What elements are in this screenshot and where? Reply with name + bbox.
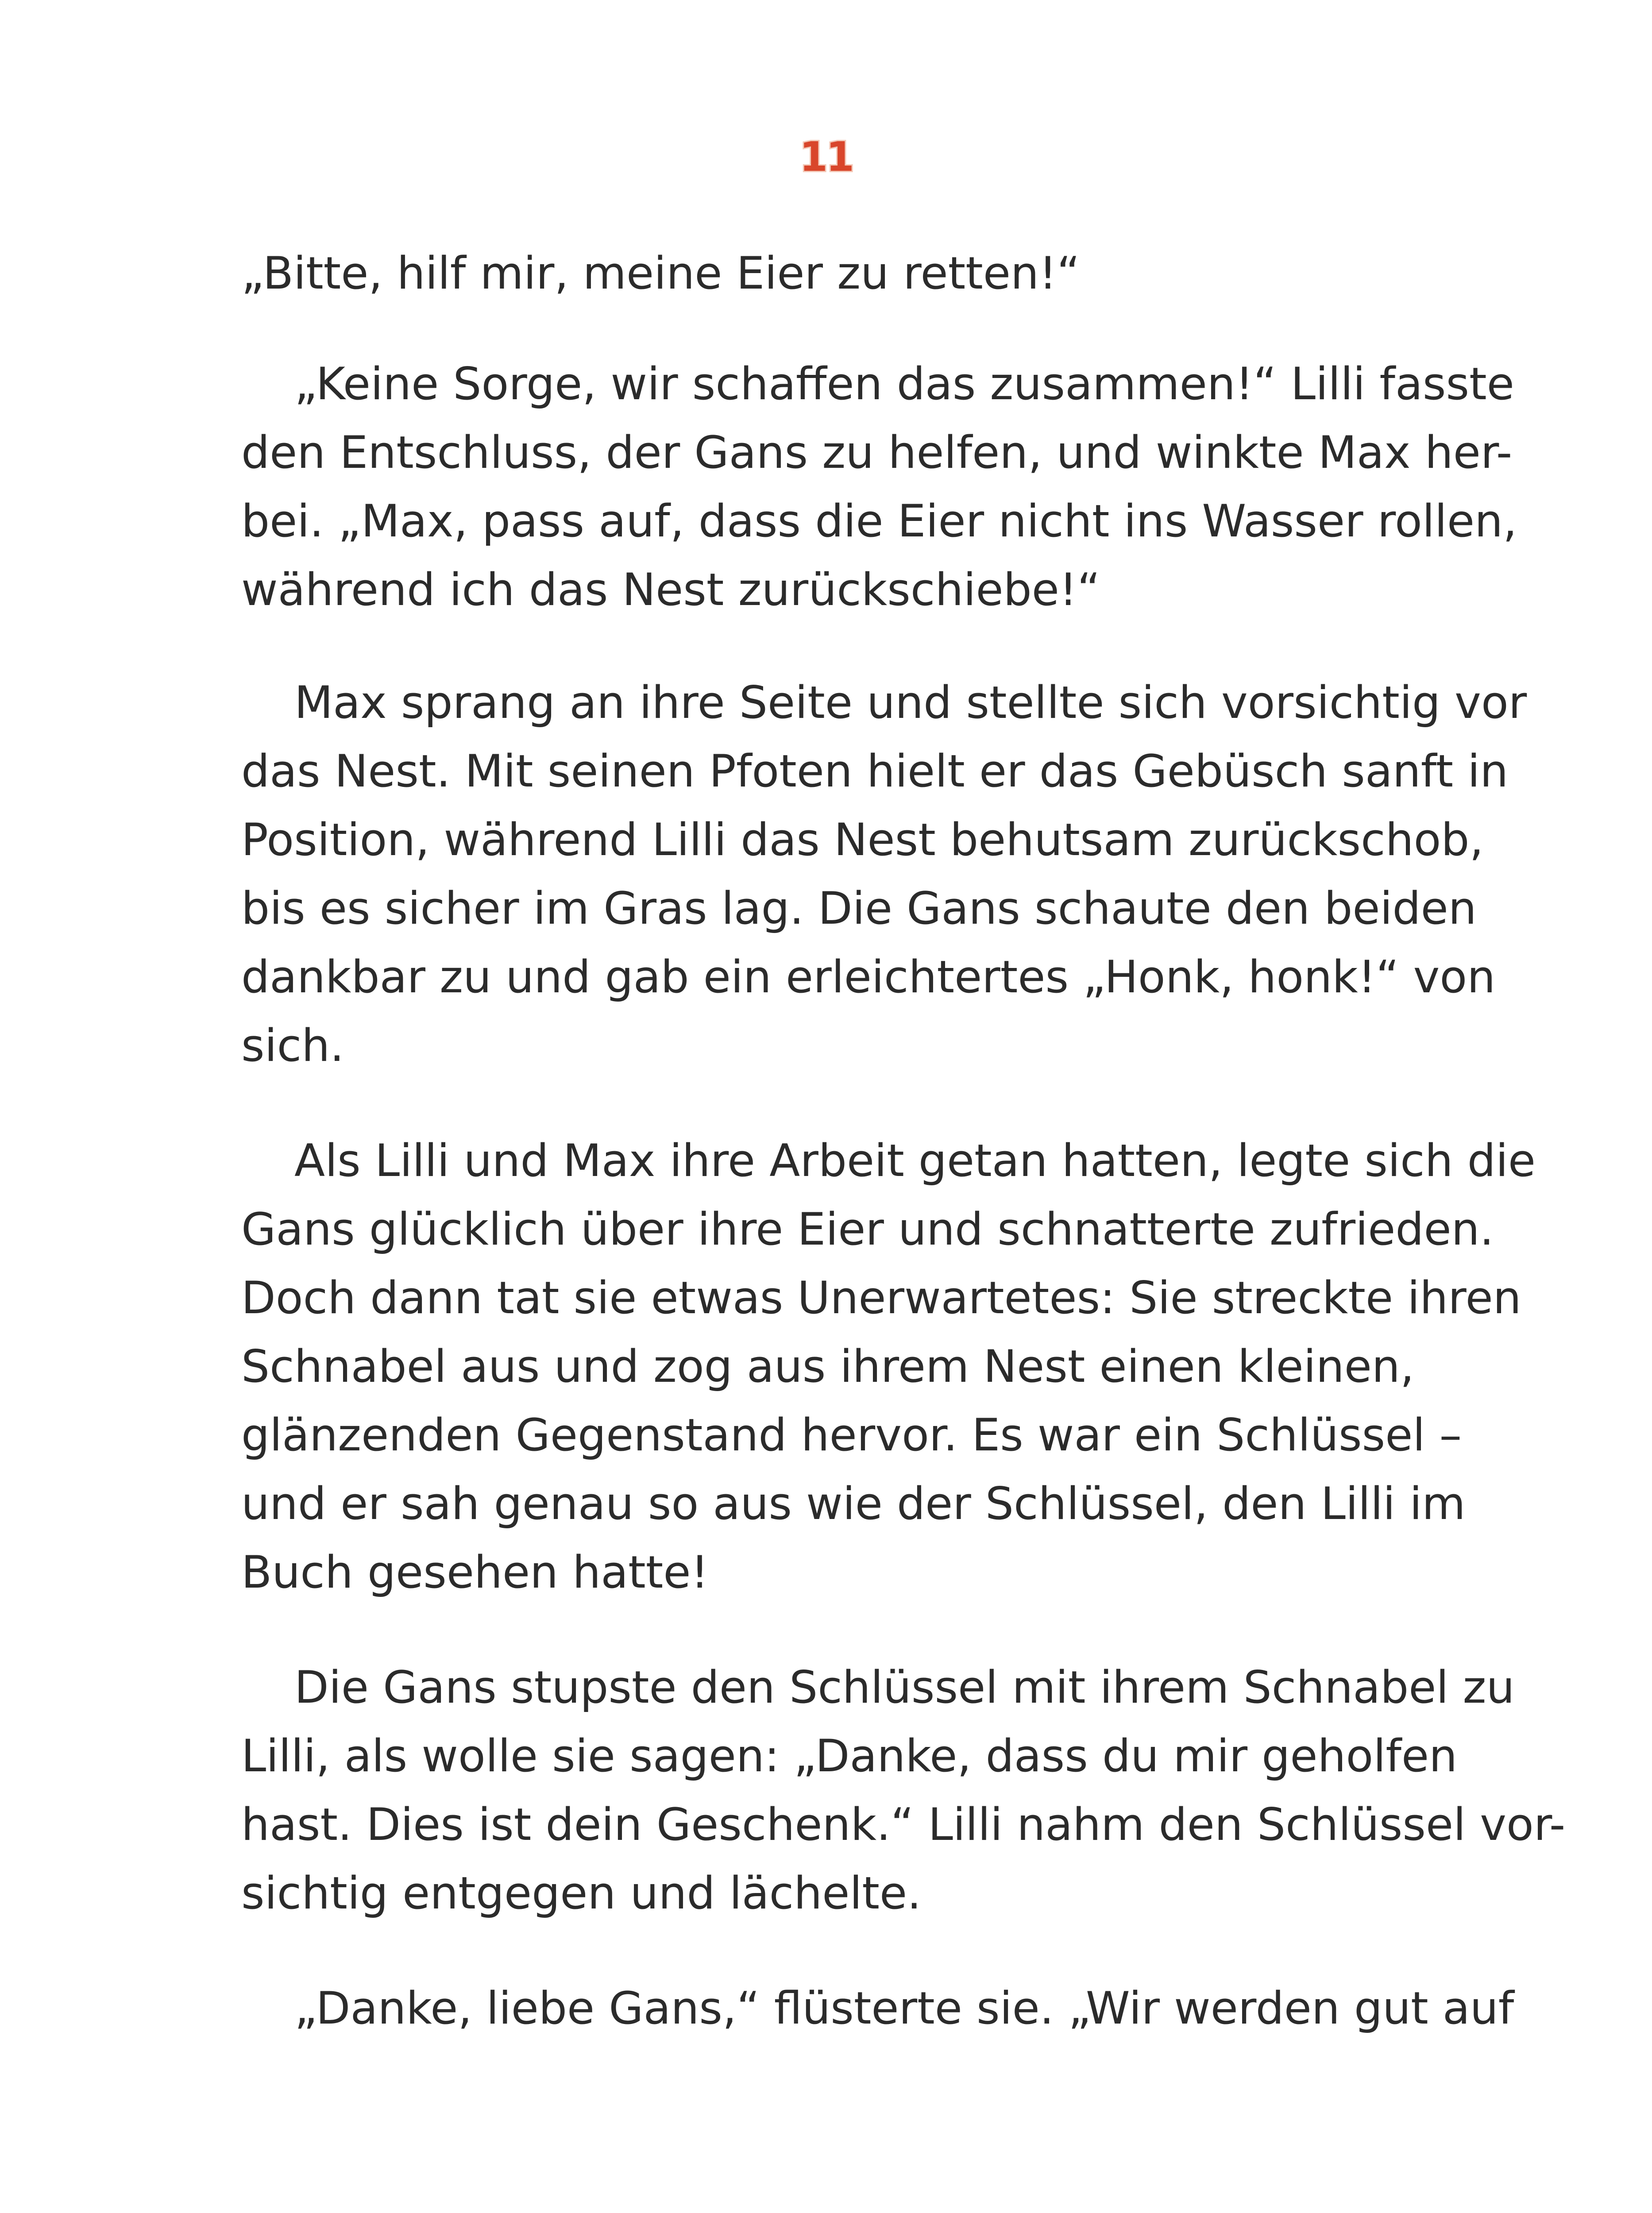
text-line: den Entschluss, der Gans zu helfen, und winkte Max her- — [241, 426, 1513, 478]
text-line: dankbar zu und gab ein erleichtertes „Honk, honk!“ von — [241, 951, 1496, 1003]
page-number: 11 — [799, 133, 853, 181]
text-line: hast. Dies ist dein Geschenk.“ Lilli nahm den Schlüssel vor- — [241, 1798, 1566, 1851]
text-line: „Bitte, hilf mir, meine Eier zu retten!“ — [241, 247, 1080, 299]
text-line: Position, während Lilli das Nest behutsam zurückschob, — [241, 813, 1484, 866]
text-line: sichtig entgegen und lächelte. — [241, 1867, 922, 1919]
text-line: Schnabel aus und zog aus ihrem Nest einen kleinen, — [241, 1340, 1415, 1392]
text-line: Als Lilli und Max ihre Arbeit getan hatten, legte sich die — [294, 1134, 1536, 1187]
text-line: glänzenden Gegenstand hervor. Es war ein Schlüssel – — [241, 1409, 1462, 1461]
text-line: Gans glücklich über ihre Eier und schnatterte zufrieden. — [241, 1203, 1494, 1255]
text-line: während ich das Nest zurückschiebe!“ — [241, 563, 1100, 616]
text-line: sich. — [241, 1019, 344, 1072]
text-line: Max sprang an ihre Seite und stellte sich vorsichtig vor — [294, 676, 1527, 729]
text-line: bis es sicher im Gras lag. Die Gans schaute den beiden — [241, 882, 1477, 934]
text-line: Lilli, als wolle sie sagen: „Danke, dass du mir geholfen — [241, 1730, 1458, 1782]
text-line: „Danke, liebe Gans,“ flüsterte sie. „Wir werden gut auf — [294, 1982, 1514, 2034]
text-line: bei. „Max, pass auf, dass die Eier nicht ins Wasser rollen, — [241, 495, 1517, 547]
text-line: und er sah genau so aus wie der Schlüssel, den Lilli im — [241, 1477, 1466, 1530]
text-line: Die Gans stupste den Schlüssel mit ihrem Schnabel zu — [294, 1661, 1515, 1713]
text-line: „Keine Sorge, wir schaffen das zusammen!“ Lilli fasste — [294, 358, 1514, 410]
text-line: Doch dann tat sie etwas Unerwartetes: Sie streckte ihren — [241, 1272, 1521, 1324]
text-line: das Nest. Mit seinen Pfoten hielt er das Gebüsch sanft in — [241, 745, 1509, 797]
text-line: Buch gesehen hatte! — [241, 1546, 709, 1598]
